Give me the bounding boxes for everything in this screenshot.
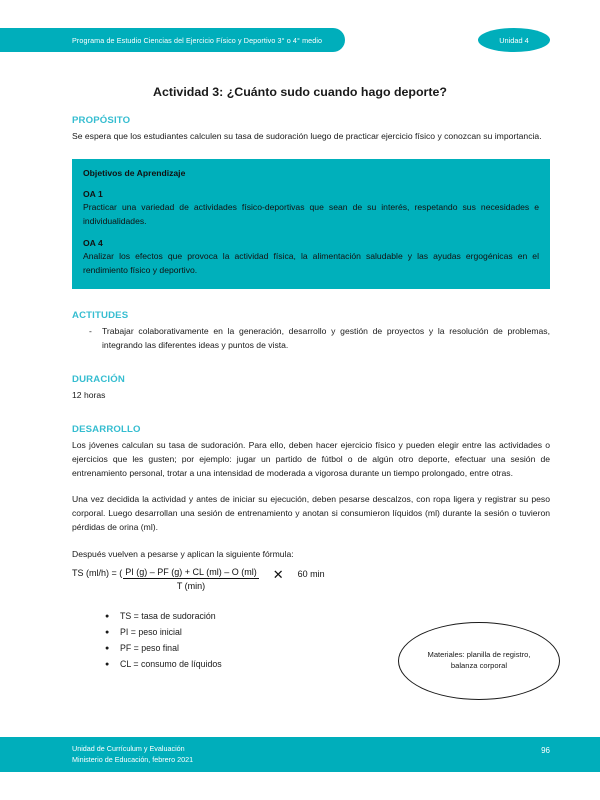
formula-tail: 60 min bbox=[297, 569, 325, 580]
formula-numerator: PI (g) – PF (g) + CL (ml) – O (ml) bbox=[125, 567, 257, 578]
spacer bbox=[72, 353, 550, 374]
document-content bbox=[72, 115, 550, 674]
spacer bbox=[72, 289, 550, 310]
footer-organization bbox=[72, 744, 193, 766]
desarrollo-paragraph: Una vez decidida la actividad y antes de iniciar su ejecución, deben pesarse descalzos, con ropa ligera y registrar su peso corporal. Luego desarrollan una sesión de entrenamiento y anotan si consumieron líquidos (ml) durante la sesión o tuvieron pérdidas de orina (ml). bbox=[72, 494, 550, 533]
footer-bar bbox=[0, 737, 600, 772]
bullet-icon: ● bbox=[105, 613, 110, 621]
desarrollo-paragraph: Los jóvenes calculan su tasa de sudoración. Para ello, deben hacer ejercicio físico y pueden elegir entre las actividades o ejercicios que les gusten; por ejemplo: jugar un partido de fútbol o de algún otro deporte, efectuar una sesión de entrenamiento personal, trotar a una intensidad de moderada a vigorosa durante un tiempo prolongado, entre otras. bbox=[72, 439, 550, 478]
spacer bbox=[72, 403, 550, 424]
legend-text: PI = peso inicial bbox=[120, 627, 182, 638]
bullet-icon: ● bbox=[105, 661, 110, 669]
page-number: 96 bbox=[541, 746, 550, 755]
bullet-icon: ● bbox=[105, 629, 110, 637]
duracion-value: 12 horas bbox=[72, 389, 106, 400]
objetivos-aprendizaje-box bbox=[72, 159, 550, 289]
actitud-text: Trabajar colaborativamente en la generación, desarrollo y gestión de proyectos y la resolución de problemas, integrando las diferentes ideas y puntos de vista. bbox=[102, 325, 550, 350]
formula-lead: TS (ml/h) = ( bbox=[72, 568, 123, 579]
materials-callout bbox=[398, 622, 560, 700]
actitudes-list bbox=[72, 325, 550, 353]
objetivo-text: Analizar los efectos que provoca la actividad física, la alimentación saludable y las ayudas ergogénicas en el rendimiento físico y deportivo. bbox=[83, 251, 539, 276]
objetivo-item bbox=[83, 189, 539, 229]
unit-badge bbox=[478, 28, 550, 52]
unit-badge-label: Unidad 4 bbox=[499, 35, 529, 45]
bullet-icon: ● bbox=[105, 645, 110, 653]
section-heading-actitudes: ACTITUDES bbox=[72, 309, 129, 321]
section-heading-duracion: DURACIÓN bbox=[72, 373, 125, 385]
materials-callout-text: Materiales: planilla de registro, balanza corporal bbox=[427, 650, 531, 670]
objetivo-text: Practicar una variedad de actividades físico-deportivas que sean de su interés, respetando sus necesidades e individualidades. bbox=[83, 201, 539, 226]
list-item bbox=[72, 325, 550, 353]
legend-text: CL = consumo de líquidos bbox=[120, 659, 222, 670]
objetivo-code: OA 1 bbox=[83, 188, 103, 199]
section-heading-desarrollo: DESARROLLO bbox=[72, 423, 141, 435]
spacer bbox=[72, 144, 550, 159]
objetivo-item bbox=[83, 238, 539, 278]
header-program-bar bbox=[0, 28, 345, 52]
formula-expression bbox=[72, 567, 550, 591]
page-title: Actividad 3: ¿Cuánto sudo cuando hago deporte? bbox=[153, 85, 447, 99]
section-heading-proposito: PROPÓSITO bbox=[72, 115, 131, 126]
objetivo-code: OA 4 bbox=[83, 238, 103, 249]
proposito-text: Se espera que los estudiantes calculen su tasa de sudoración luego de practicar ejercicio físico y conozcan su importancia. bbox=[72, 131, 542, 141]
footer-line-1: Unidad de Currículum y Evaluación bbox=[72, 744, 185, 753]
multiplication-icon: ✕ bbox=[272, 567, 284, 583]
dash-marker: - bbox=[89, 325, 92, 336]
formula-denominator: T (min) bbox=[176, 581, 206, 592]
legend-text: TS = tasa de sudoración bbox=[120, 611, 216, 622]
footer-line-2: Ministerio de Educación, febrero 2021 bbox=[72, 754, 194, 764]
legend-text: PF = peso final bbox=[120, 643, 179, 654]
header-program-label: Programa de Estudio Ciencias del Ejercicio Físico y Deportivo 3° o 4° medio bbox=[72, 35, 323, 45]
formula-fraction bbox=[123, 567, 258, 591]
sweat-rate-formula bbox=[72, 567, 550, 601]
desarrollo-paragraph: Después vuelven a pesarse y aplican la siguiente fórmula: bbox=[72, 549, 294, 560]
objetivos-box-title: Objetivos de Aprendizaje bbox=[83, 167, 186, 178]
